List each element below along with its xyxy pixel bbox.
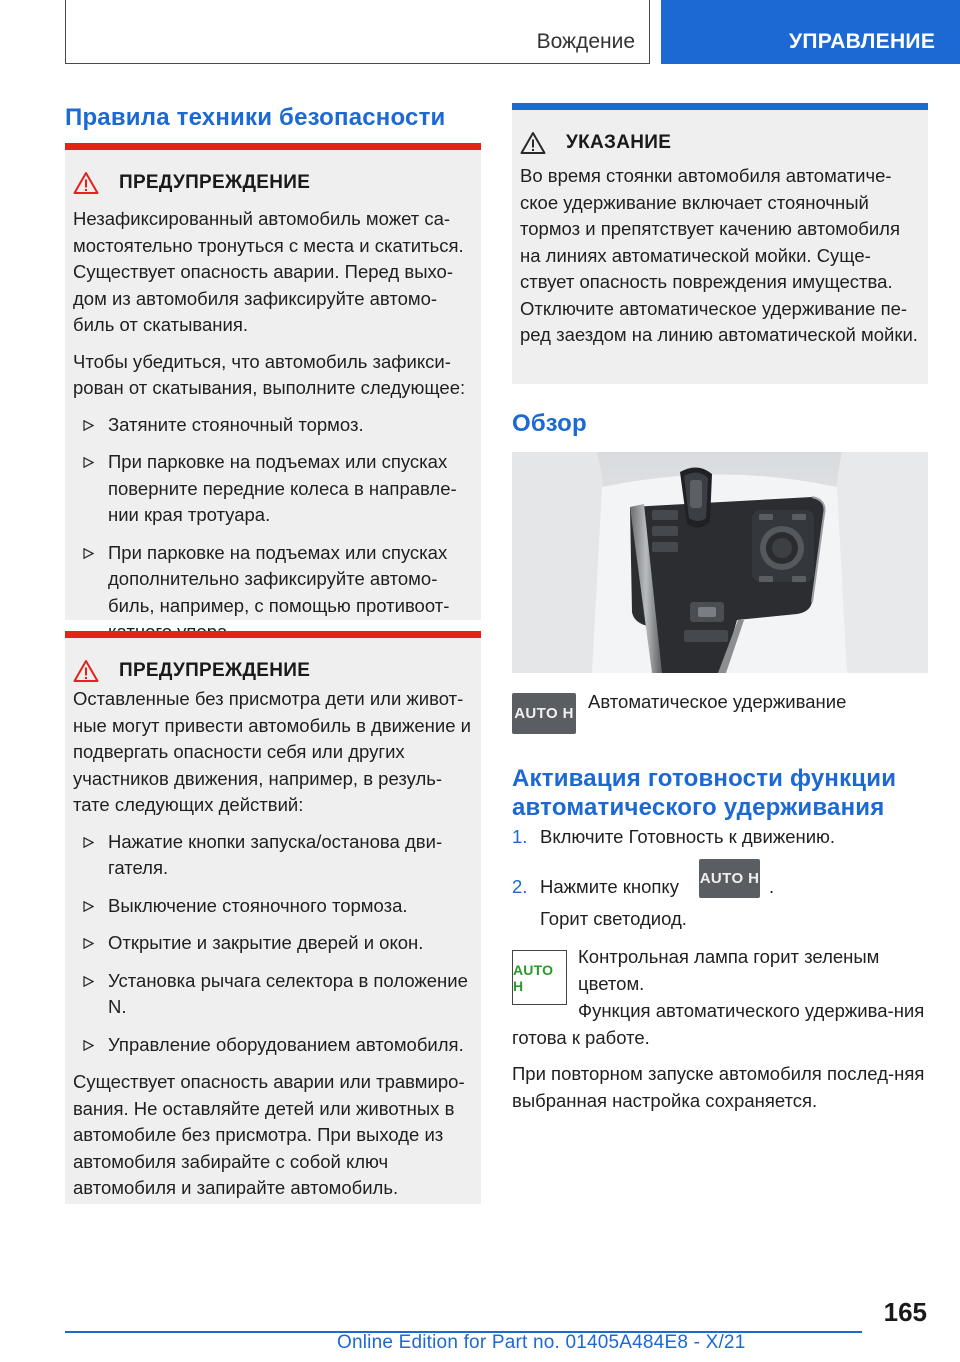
overview-title: Обзор (512, 410, 587, 437)
notice-heading (520, 131, 671, 155)
chapter-tab (65, 0, 650, 64)
list-item: Установка рычага селектора в положение N. (73, 968, 477, 1021)
warning-bar (65, 631, 481, 638)
warning-box-2 (65, 631, 481, 1204)
triangle-bullet-icon (83, 548, 94, 559)
button-caption: Автоматическое удерживание (588, 691, 847, 712)
list-item: При парковке на подъемах или спусках поверните передние колеса в направле-нии края тротуара. (73, 449, 477, 529)
notice-label: УКАЗАНИЕ (566, 132, 672, 153)
auto-h-button-icon: AUTO H (512, 693, 576, 734)
lamp-text: Контрольная лампа горит зеленым цветом. (578, 946, 880, 994)
triangle-bullet-icon (83, 938, 94, 949)
warning-heading (73, 659, 310, 683)
section-label: УПРАВЛЕНИЕ (789, 30, 936, 53)
list-item: При парковке на подъемах или спусках дополнительно зафиксируйте автомо-биль, например, с помощью противоот- (73, 540, 477, 646)
triangle-bullet-icon (83, 976, 94, 987)
notice-bar (512, 103, 928, 110)
list-item: Управление оборудованием автомобиля. (73, 1032, 477, 1059)
warning-box-1 (65, 143, 481, 620)
auto-h-lamp-icon (512, 950, 567, 1005)
lamp-label: AUTO H (513, 961, 554, 994)
list-item: Нажатие кнопки запуска/останова дви-гателя. (73, 829, 477, 882)
step-item: 1. Включите Готовность к движению. (512, 826, 836, 847)
triangle-bullet-icon (83, 420, 94, 431)
warning-triangle-icon (73, 659, 99, 683)
chapter-label: Вождение (536, 30, 635, 53)
notice-box (512, 103, 928, 384)
step-item: 2. Нажмите кнопку (512, 876, 679, 897)
auto-h-inline-icon: AUTO H (699, 859, 760, 898)
warning-text: Чтобы убедиться, что автомобиль зафикси-рован от скатывания, выполните следующее: (73, 350, 466, 398)
activation-title: Активация готовности функции автоматического удерживания (512, 765, 897, 821)
notice-text: Во время стоянки автомобиля автоматиче-ское удерживание включает стояночный тормоз и препятствует качению автомобиля на линиях автоматической мойки. Суще-ствует опасность повреждения имущества. Отключите автоматическое удерживание пе-ред заездом на линию автоматической мойки. (520, 165, 918, 345)
step-suffix: . (769, 876, 775, 897)
notice-triangle-icon (520, 131, 546, 155)
warning-text: Незафиксированный автомобиль может са-мостоятельно тронуться с места и скатиться. Существует опасность аварии. Перед выхо-дом из автомобиля зафиксируйте автомо-биль от скатывания. (73, 208, 464, 335)
warning-bar (65, 143, 481, 150)
page-number: 165 (883, 1297, 927, 1327)
center-console-image (512, 452, 928, 673)
ready-text: Функция автоматического удержива-ния готова к работе. (512, 1000, 925, 1048)
list-item: Открытие и закрытие дверей и окон. (73, 930, 477, 957)
triangle-bullet-icon (83, 1040, 94, 1051)
triangle-bullet-icon (83, 901, 94, 912)
list-item: Выключение стояночного тормоза. (73, 893, 477, 920)
safety-title: Правила техники безопасности (65, 104, 446, 131)
led-text: Горит светодиод. (540, 908, 687, 929)
restart-text: При повторном запуске автомобиля послед-няя выбранная настройка сохраняется. (512, 1063, 925, 1111)
warning-text: Оставленные без присмотра дети или живот-ные могут привести автомобиль в движение и подвергать опасности себя или других участников движения, например, в резуль-тате следующих действий: (73, 688, 471, 815)
warning-label: ПРЕДУПРЕЖДЕНИЕ (119, 172, 311, 193)
edition-text: Online Edition for Part no. 01405A484E8 - X/21 (337, 1332, 746, 1353)
section-tab (661, 0, 960, 64)
warning-label: ПРЕДУПРЕЖДЕНИЕ (119, 660, 311, 681)
warning-list (73, 829, 477, 1059)
triangle-bullet-icon (83, 457, 94, 468)
warning-text: Существует опасность аварии или травмиро-вания. Не оставляйте детей или животных в автомобиле без присмотра. При выходе из автомобиля забирайте с собой ключ автомобиля и запирайте автомобиль. (73, 1071, 465, 1198)
triangle-bullet-icon (83, 837, 94, 848)
warning-heading (73, 171, 310, 195)
warning-triangle-icon (73, 171, 99, 195)
warning-list (73, 412, 477, 646)
list-item: Затяните стояночный тормоз. (73, 412, 477, 439)
